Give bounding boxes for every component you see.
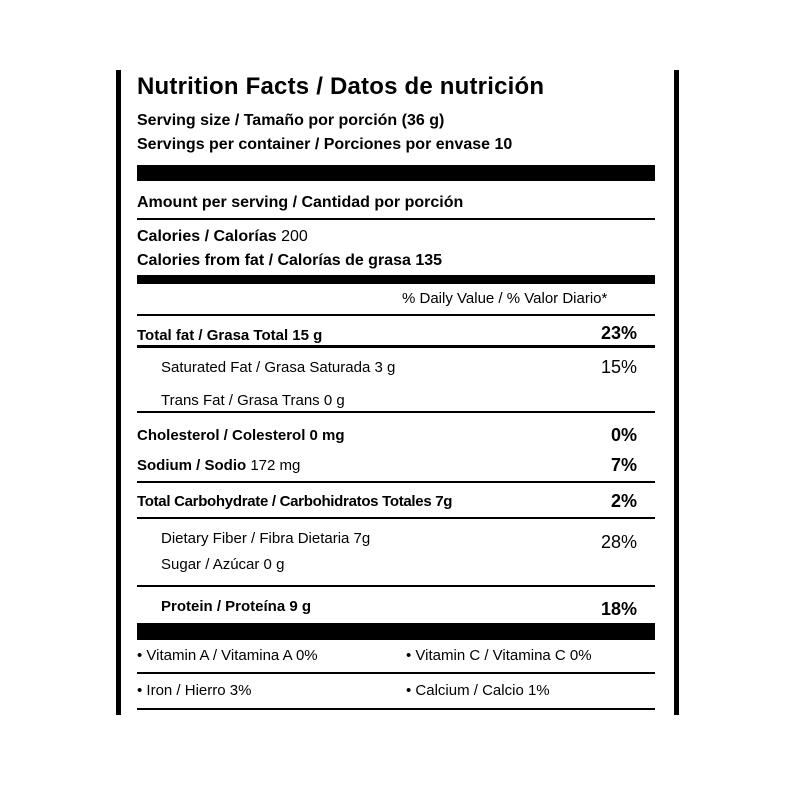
sodium-label-name: Sodium / Sodio bbox=[137, 457, 247, 474]
thick-divider bbox=[137, 623, 655, 640]
dietary-fiber-label: Dietary Fiber / Fibra Dietaria 7g bbox=[161, 530, 371, 547]
calories-row bbox=[137, 228, 308, 246]
sodium-dv: 7% bbox=[610, 455, 637, 475]
divider bbox=[137, 218, 655, 220]
label-border-right bbox=[674, 70, 679, 715]
total-carbohydrate-dv: 2% bbox=[610, 491, 637, 511]
vitamin-a: • Vitamin A / Vitamina A 0% bbox=[137, 647, 318, 664]
dietary-fiber-dv: 28% bbox=[600, 532, 637, 552]
calcium: • Calcium / Calcio 1% bbox=[406, 682, 550, 699]
thick-divider bbox=[137, 165, 655, 181]
label-border-left bbox=[116, 70, 121, 715]
sodium-label bbox=[137, 457, 300, 474]
divider bbox=[137, 345, 655, 348]
vitamin-c: • Vitamin C / Vitamina C 0% bbox=[406, 647, 592, 664]
calories-from-fat: Calories from fat / Calorías de grasa 135 bbox=[137, 252, 443, 269]
cholesterol-label: Cholesterol / Colesterol 0 mg bbox=[137, 427, 345, 444]
sugar-label: Sugar / Azúcar 0 g bbox=[161, 556, 285, 573]
medium-divider bbox=[137, 275, 655, 284]
total-fat-label: Total fat / Grasa Total 15 g bbox=[137, 327, 323, 344]
servings-per-container: Servings per container / Porciones por envase 10 bbox=[137, 136, 513, 153]
saturated-fat-label: Saturated Fat / Grasa Saturada 3 g bbox=[161, 359, 396, 376]
iron: • Iron / Hierro 3% bbox=[137, 682, 252, 699]
amount-per-serving: Amount per serving / Cantidad por porción bbox=[137, 194, 464, 211]
divider bbox=[137, 708, 655, 710]
trans-fat-label: Trans Fat / Grasa Trans 0 g bbox=[161, 392, 345, 409]
sodium-label-amount: 172 mg bbox=[250, 457, 301, 474]
divider bbox=[137, 411, 655, 413]
serving-size: Serving size / Tamaño por porción (36 g) bbox=[137, 112, 445, 129]
label-title: Nutrition Facts / Datos de nutrición bbox=[137, 73, 545, 100]
cholesterol-dv: 0% bbox=[610, 425, 637, 445]
daily-value-header: % Daily Value / % Valor Diario* bbox=[402, 290, 608, 307]
divider bbox=[137, 517, 655, 519]
total-fat-dv: 23% bbox=[600, 323, 637, 343]
divider bbox=[137, 481, 655, 483]
divider bbox=[137, 314, 655, 316]
calories-value: 200 bbox=[281, 228, 308, 245]
protein-dv: 18% bbox=[600, 599, 637, 619]
calories-label: Calories / Calorías bbox=[137, 228, 277, 245]
divider bbox=[137, 585, 655, 587]
total-carbohydrate-label: Total Carbohydrate / Carbohidratos Totales 7g bbox=[137, 493, 453, 510]
saturated-fat-dv: 15% bbox=[600, 357, 637, 377]
divider bbox=[137, 672, 655, 674]
protein-label: Protein / Proteína 9 g bbox=[161, 598, 312, 615]
